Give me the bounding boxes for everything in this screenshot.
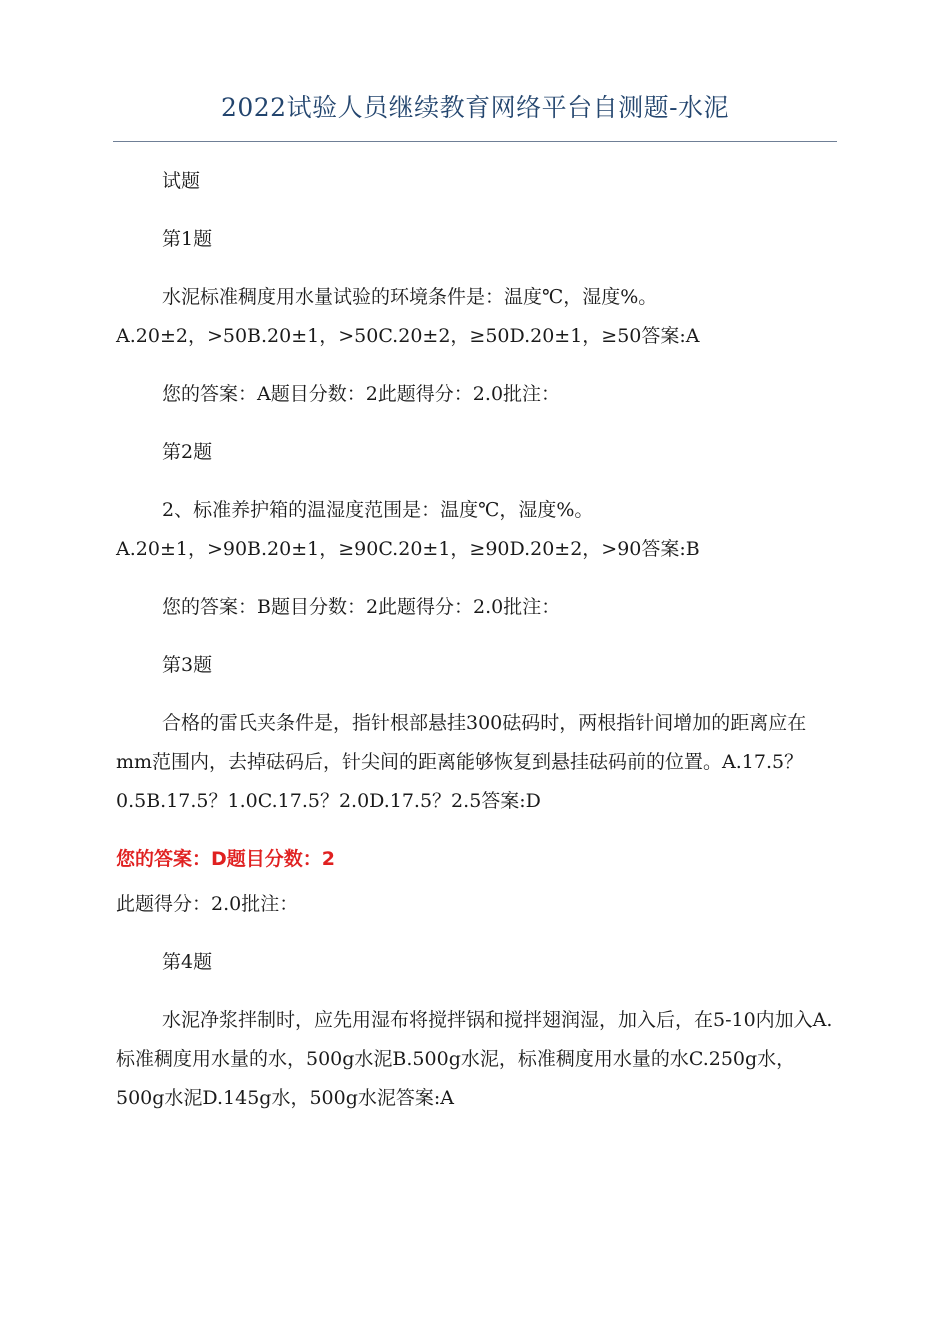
title-divider bbox=[113, 141, 837, 142]
question-1-result: 您的答案：A题目分数：2此题得分：2.0批注： bbox=[162, 383, 561, 405]
question-2-stem: 2、标准养护箱的温湿度范围是：温度℃，湿度%。 bbox=[162, 499, 594, 521]
question-3-result-highlight: 您的答案：D题目分数：2 bbox=[116, 848, 335, 870]
question-1-number: 第1题 bbox=[162, 228, 213, 250]
document-body bbox=[116, 162, 836, 1118]
question-3-number: 第3题 bbox=[162, 654, 213, 676]
question-1-stem: 水泥标准稠度用水量试验的环境条件是：温度℃，湿度%。 bbox=[162, 286, 658, 308]
question-3-result: 此题得分：2.0批注： bbox=[116, 893, 299, 915]
question-2-result: 您的答案：B题目分数：2此题得分：2.0批注： bbox=[162, 596, 561, 618]
question-1-options: A.20±2，>50B.20±1，>50C.20±2，≥50D.20±1，≥50答案:A bbox=[116, 325, 700, 347]
page-title: 2022试验人员继续教育网络平台自测题-水泥 bbox=[220, 93, 730, 122]
section-label: 试题 bbox=[162, 170, 201, 192]
question-4-stem: 水泥净浆拌制时，应先用湿布将搅拌锅和搅拌翅润湿，加入后，在5-10内加入A.标准稠度用水量的水，500g水泥B.500g水泥，标准稠度用水量的水C.250g水，500g水泥D.145g水，500g水泥答案:A bbox=[116, 1009, 833, 1109]
question-2-number: 第2题 bbox=[162, 441, 213, 463]
question-3-stem: 合格的雷氏夹条件是，指针根部悬挂300砝码时，两根指针间增加的距离应在mm范围内，去掉砝码后，针尖间的距离能够恢复到悬挂砝码前的位置。A.17.5？0.5B.17.5？1.0C.17.5？2.0D.17.5？2.5答案:D bbox=[116, 712, 807, 812]
question-2-options: A.20±1，>90B.20±1，≥90C.20±1，≥90D.20±2，>90答案:B bbox=[116, 538, 700, 560]
question-4-number: 第4题 bbox=[162, 951, 213, 973]
